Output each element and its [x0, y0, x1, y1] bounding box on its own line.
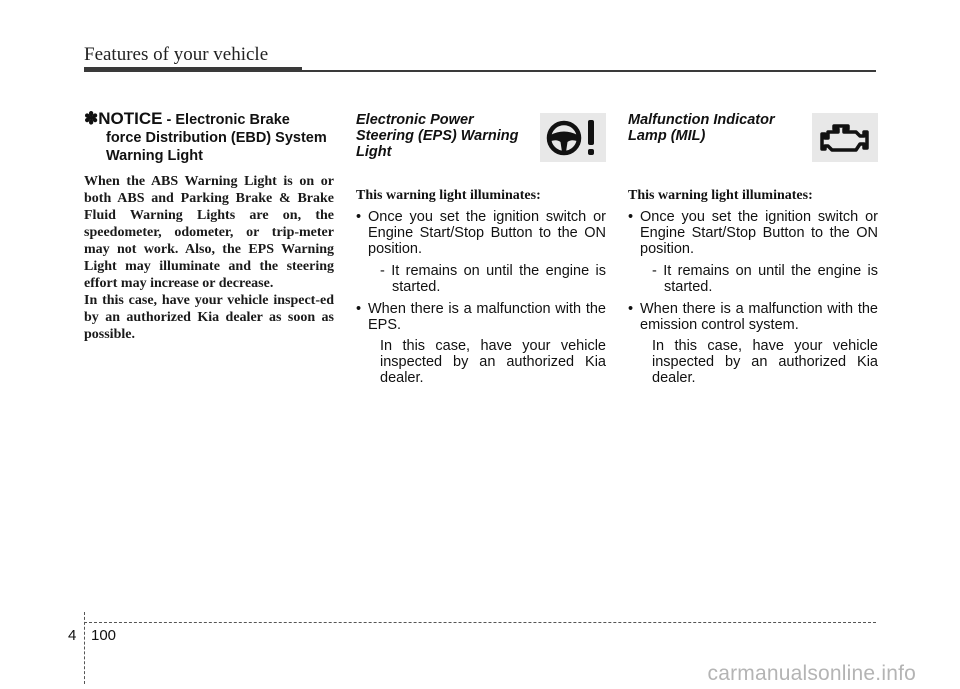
list-item	[356, 301, 606, 386]
header-rule-thin	[302, 70, 876, 72]
watermark: carmanualsonline.info	[707, 662, 916, 685]
notice-paragraph: In this case, have your vehicle inspect-ed by an authorized Kia dealer as soon as possible.	[84, 293, 334, 342]
bullet: •	[628, 301, 634, 317]
list-item-note: - It remains on until the engine is started.	[652, 263, 878, 295]
list-item-text: Once you set the ignition switch or Engine Start/Stop Button to the ON position.	[368, 209, 606, 257]
list-item	[628, 209, 878, 295]
bullet: •	[356, 209, 362, 225]
mil-section	[628, 110, 878, 386]
list-item-note: In this case, have your vehicle inspected by an authorized Kia dealer.	[652, 338, 878, 386]
list-item	[628, 301, 878, 386]
mil-section-title: Malfunction Indicator Lamp (MIL)	[628, 112, 775, 144]
notice-column	[84, 110, 334, 343]
list-item-note: - It remains on until the engine is started.	[380, 263, 606, 295]
eps-section	[356, 110, 606, 386]
list-item-note: In this case, have your vehicle inspected by an authorized Kia dealer.	[380, 338, 606, 386]
notice-body	[84, 173, 334, 343]
notice-title-rest: force Distribution (EBD) System Warning Light	[106, 130, 327, 164]
list-item	[356, 209, 606, 295]
page-header-title: Features of your vehicle	[84, 44, 269, 65]
list-item-text: When there is a malfunction with the emission control system.	[640, 301, 878, 333]
notice-label: NOTICE	[98, 109, 163, 128]
chapter-number: 4	[68, 627, 77, 644]
mil-lead: This warning light illuminates:	[628, 188, 813, 203]
list-item-text: When there is a malfunction with the EPS.	[368, 301, 606, 333]
bullet: •	[628, 209, 634, 225]
notice-heading	[84, 110, 334, 165]
mil-list	[628, 209, 878, 390]
footer-divider	[84, 612, 85, 684]
list-item-text: Once you set the ignition switch or Engine Start/Stop Button to the ON position.	[640, 209, 878, 257]
notice-title-first: Electronic Brake	[175, 112, 290, 128]
eps-lead: This warning light illuminates:	[356, 188, 541, 203]
header-rule-thick	[84, 67, 302, 72]
engine-check-icon	[812, 113, 878, 162]
notice-dash: -	[162, 112, 176, 128]
footer-rule	[84, 622, 876, 623]
eps-list	[356, 209, 606, 390]
eps-section-title: Electronic Power Steering (EPS) Warning Light	[356, 112, 519, 160]
notice-paragraph: When the ABS Warning Light is on or both ABS and Parking Brake & Brake Fluid Warning Lights are on, the speedometer, odometer, or trip-meter may not work. Also, the EPS Warning Light may illuminate and the steering effort may increase or decrease.	[84, 174, 334, 291]
steering-wheel-warning-icon	[540, 113, 606, 162]
bullet: •	[356, 301, 362, 317]
page-number: 100	[91, 627, 117, 644]
notice-star-icon: ✽	[84, 109, 99, 128]
